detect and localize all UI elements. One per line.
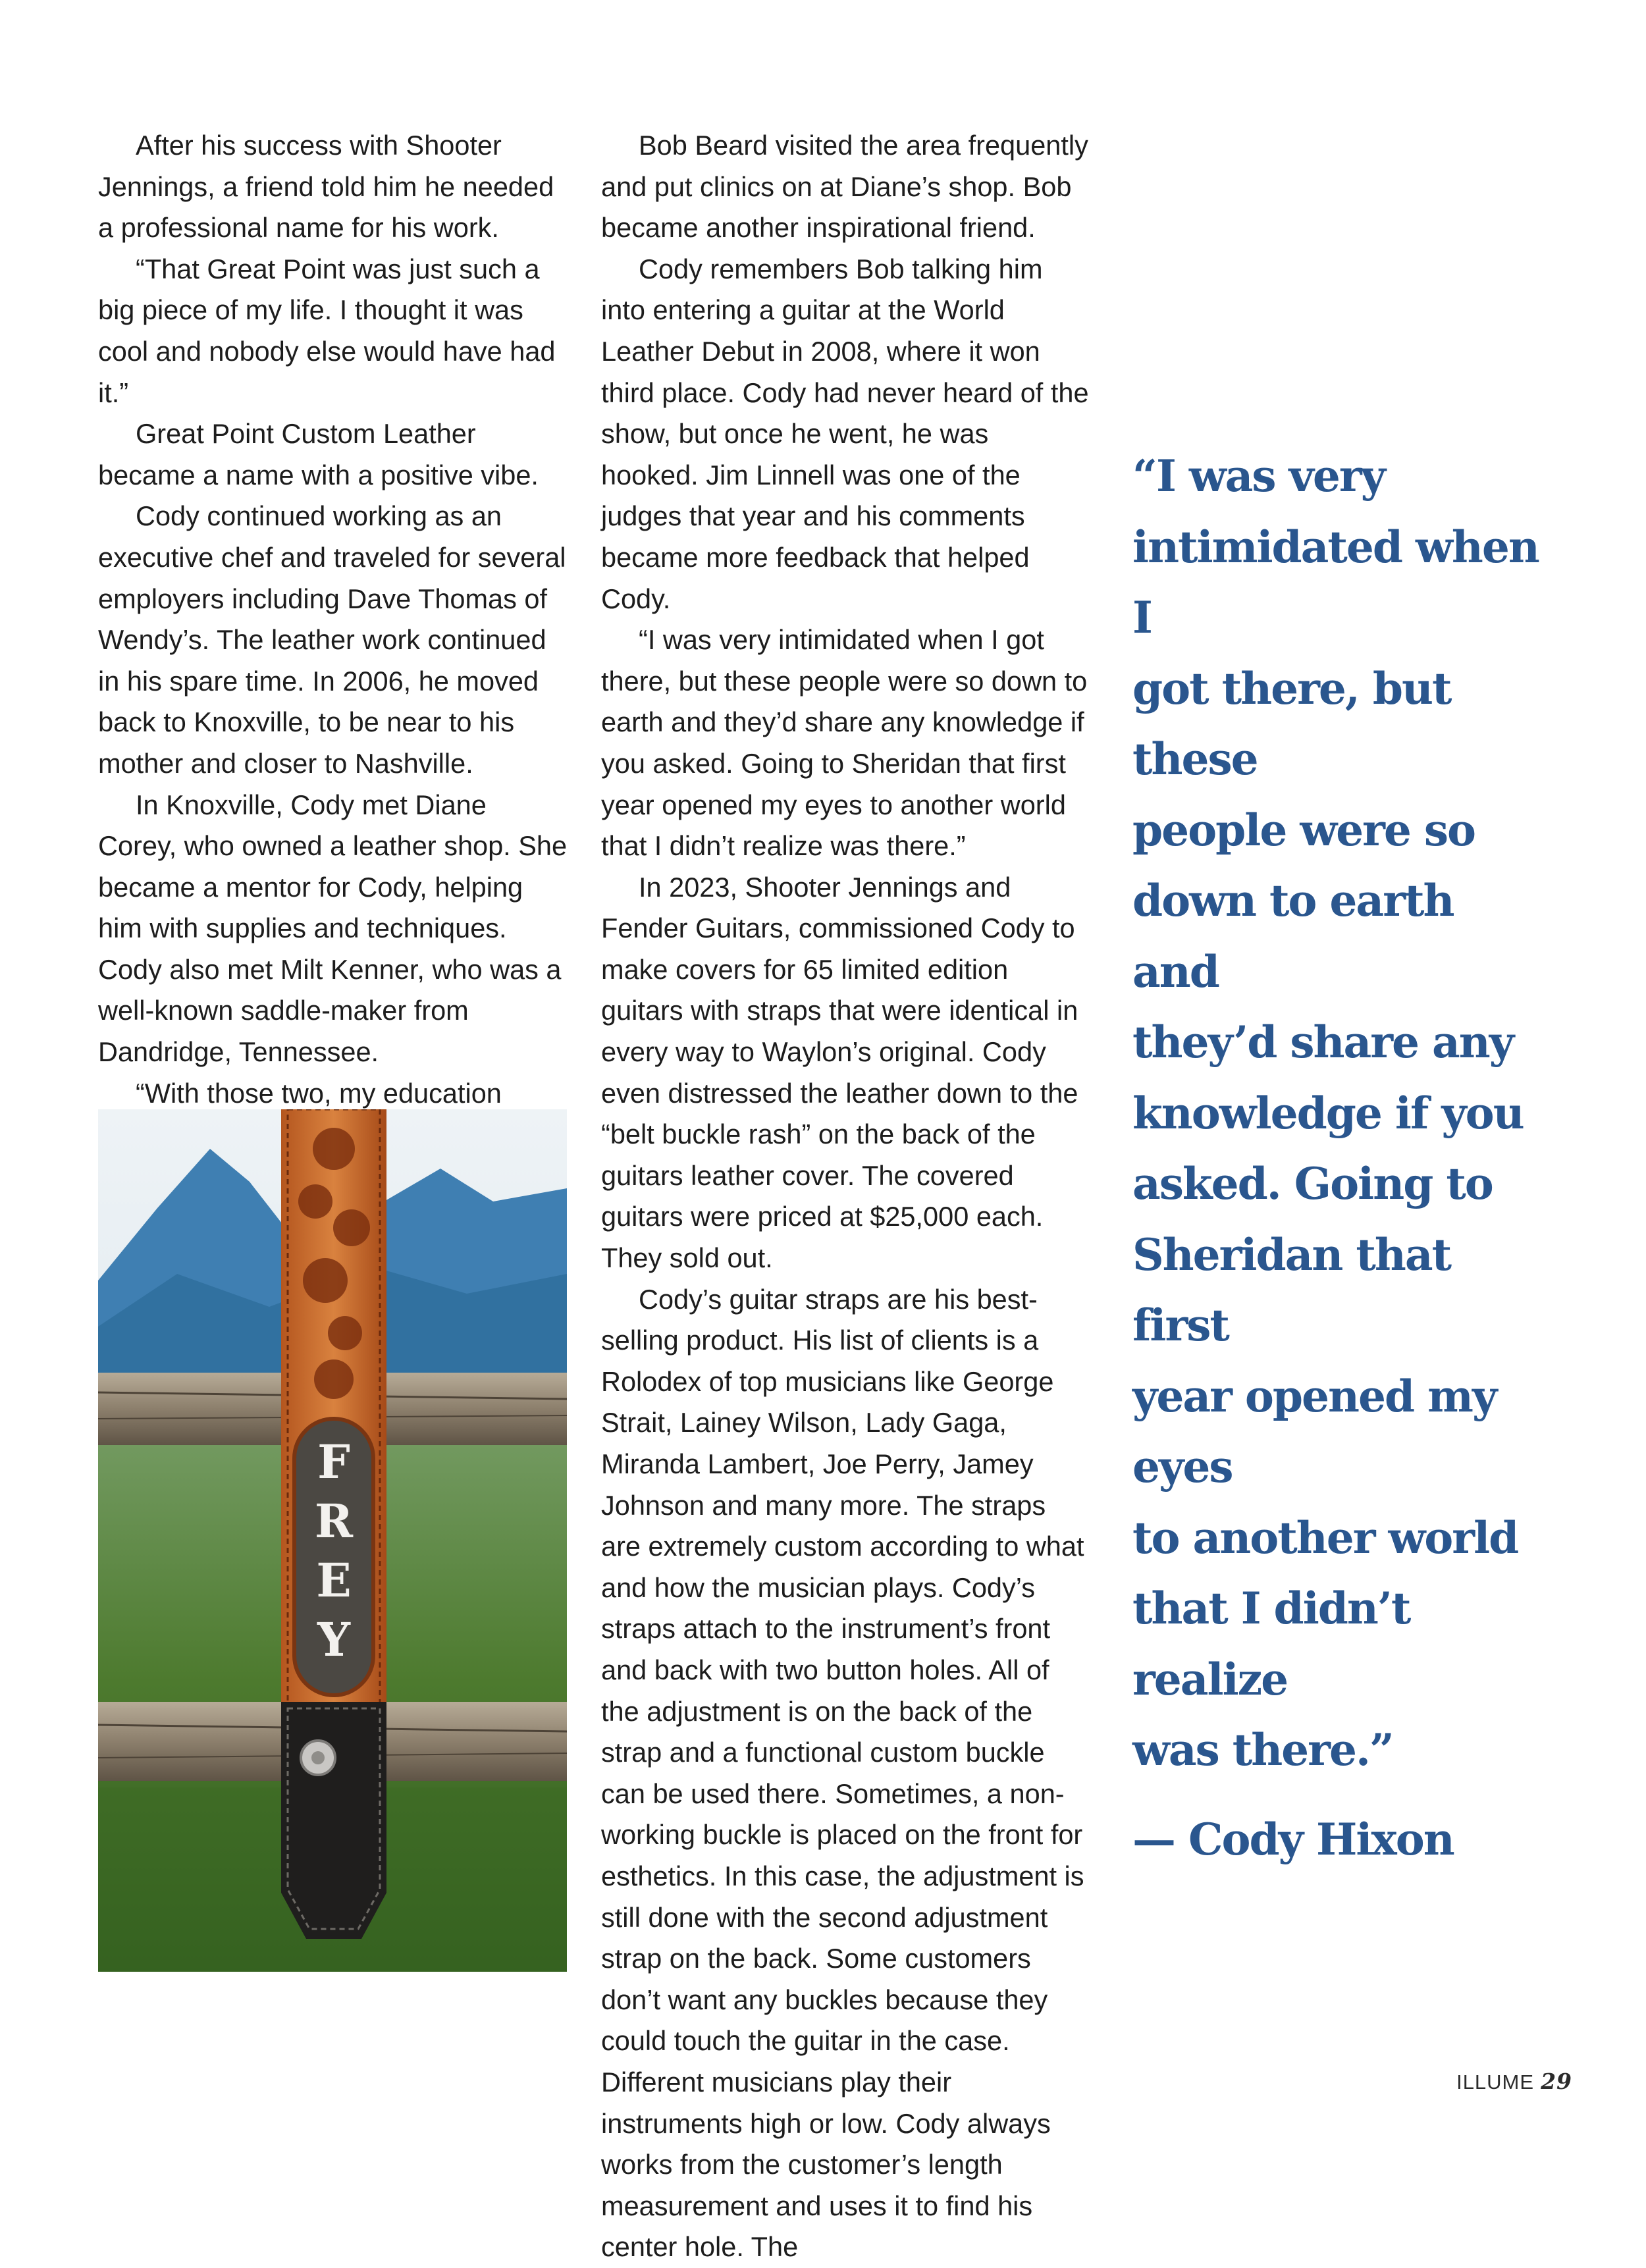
strap-letter: F [317, 1435, 350, 1489]
pull-quote-attribution: — Cody Hixon [1132, 1813, 1454, 1865]
paragraph: Cody’s guitar straps are his best-selling product. His list of clients is a Rolodex of top musicians like George Strait, Lainey Wilson, Lady Gaga, Miranda Lambert, Joe Perry, Jamey Johnson and many more. The straps are extremely custom according to what and how the musician plays. Cody’s straps attach to the instrument’s front and back with two button holes. All of the adjustment is on the back of the strap and a functional custom buckle can be used there. Sometimes, a non-working buckle is placed on the front for esthetics. In this case, the adjustment is still done with the second adjustment strap on the back. Some customers don’t want any buckles because they could touch the guitar in the case. Different musicians play their instruments high or low. Cody always works from the customer’s length measurement and uses it to find his center hole. The [601, 1283, 1084, 2263]
pull-quote-line: that I didn’t realize [1132, 1583, 1410, 1705]
pull-quote-line: year opened my eyes [1132, 1370, 1497, 1492]
pull-quote-line: Sheridan that first [1132, 1228, 1451, 1351]
article-column-left [98, 125, 569, 1155]
strap-letter: Y [317, 1612, 350, 1667]
paragraph: Bob Beard visited the area frequently and put clinics on at Diane’s shop. Bob became another inspirational friend. [601, 130, 1088, 244]
article-column-middle [601, 125, 1092, 2268]
pull-quote-line: they’d share any [1132, 1016, 1514, 1068]
paragraph: “With those two, my education [136, 1077, 502, 1109]
guitar-strap-photo [98, 1109, 567, 1972]
strap-letter: E [316, 1553, 352, 1608]
page-number: 29 [1541, 2069, 1572, 2094]
pull-quote-line: down to earth and [1132, 875, 1454, 997]
pull-quote-line: intimidated when I [1132, 521, 1539, 643]
magazine-name: ILLUME [1456, 2070, 1535, 2094]
pull-quote-line: people were so [1132, 804, 1475, 856]
paragraph: Cody continued working as an executive chef and traveled for several employers including Dave Thomas of Wendy’s. The leather work continued in his spare time. In 2006, he moved back to Knoxville, to be near to his mother and closer to Nashville. [98, 500, 566, 779]
paragraph: “I was very intimidated when I got there, but these people were so down to earth and they’d share any knowledge if you asked. Going to Sheridan that first year opened my eyes to another world that I didn’t realize was there.” [601, 624, 1088, 862]
paragraph: Great Point Custom Leather became a name with a positive vibe. [98, 418, 539, 490]
paragraph: “That Great Point was just such a big piece of my life. I thought it was cool and nobody else would have had it.” [98, 253, 556, 408]
pull-quote-line: asked. Going to [1132, 1158, 1493, 1209]
pull-quote-line: got there, but these [1132, 662, 1451, 785]
pull-quote-line: knowledge if you [1132, 1087, 1524, 1139]
pull-quote [1132, 441, 1541, 1875]
pull-quote-line: “I was very [1132, 450, 1385, 502]
paragraph: In 2023, Shooter Jennings and Fender Guitars, commissioned Cody to make covers for 65 limited edition guitars with straps that were identical in every way to Waylon’s original. Cody even distressed the leather down to the “belt buckle rash” on the back of the guitars leather cover. The covered guitars were priced at $25,000 each. They sold out. [601, 871, 1078, 1274]
paragraph: In Knoxville, Cody met Diane Corey, who owned a leather shop. She became a mentor for Cody, helping him with supplies and techniques. Cody also met Milt Kenner, who was a well-known saddle-maker from Dandridge, Tennessee. [98, 789, 568, 1068]
strap-letter: R [314, 1494, 354, 1548]
paragraph: Cody remembers Bob talking him into entering a guitar at the World Leather Debut in 2008, where it won third place. Cody had never heard of the show, but once he went, he was hooked. Jim Linnell was one of the judges that year and his comments became more feedback that helped Cody. [601, 253, 1089, 614]
pull-quote-line: to another world [1132, 1512, 1518, 1564]
paragraph: After his success with Shooter Jennings, a friend told him he needed a professional name for his work. [98, 130, 554, 244]
page-folio [1456, 2069, 1572, 2094]
pull-quote-line: was there.” [1132, 1724, 1393, 1776]
